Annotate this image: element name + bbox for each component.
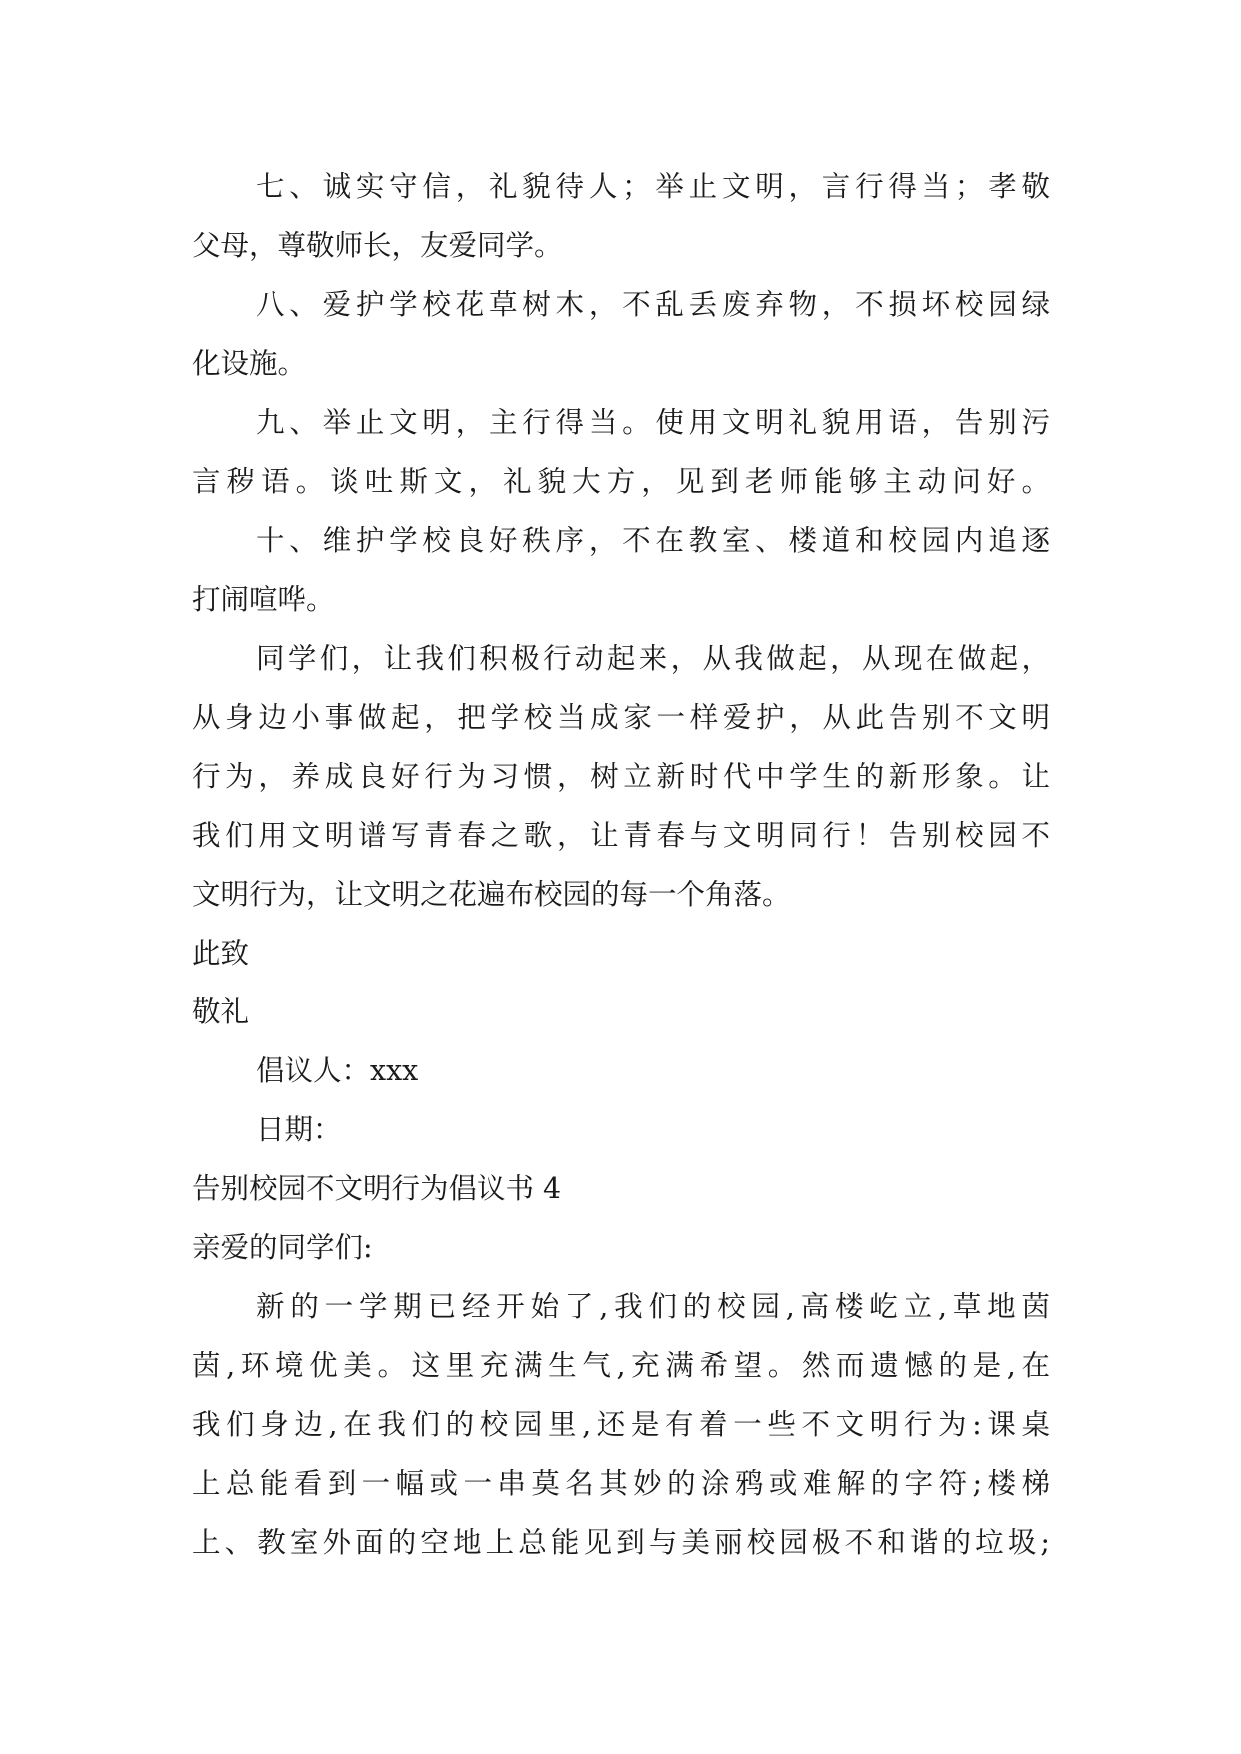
closing-salutation: 敬礼 bbox=[192, 995, 250, 1028]
greeting: 亲爱的同学们: bbox=[192, 1231, 373, 1264]
paragraph-line: 八、爱护学校花草树木，不乱丢废弃物，不损坏校园绿 bbox=[256, 288, 1050, 321]
paragraph-line: 九、举止文明，主行得当。使用文明礼貌用语，告别污 bbox=[256, 406, 1050, 439]
paragraph-line: 新的一学期已经开始了,我们的校园,高楼屹立,草地茵 bbox=[256, 1290, 1050, 1323]
paragraph-line: 我们身边,在我们的校园里,还是有着一些不文明行为:课桌 bbox=[192, 1408, 1050, 1441]
paragraph-line: 同学们，让我们积极行动起来，从我做起，从现在做起， bbox=[256, 642, 1050, 675]
closing-line: 此致 bbox=[192, 937, 250, 970]
paragraph-line: 我们用文明谱写青春之歌，让青春与文明同行！告别校园不 bbox=[192, 819, 1050, 852]
paragraph-line: 茵,环境优美。这里充满生气,充满希望。然而遗憾的是,在 bbox=[192, 1349, 1050, 1382]
signature-date: 日期： bbox=[256, 1113, 342, 1146]
section-title: 告别校园不文明行为倡议书 4 bbox=[192, 1172, 562, 1205]
paragraph-line: 行为，养成良好行为习惯，树立新时代中学生的新形象。让 bbox=[192, 760, 1050, 793]
paragraph-line: 打闹喧哗。 bbox=[192, 583, 335, 616]
paragraph-line: 上、教室外面的空地上总能见到与美丽校园极不和谐的垃圾; bbox=[192, 1526, 1050, 1559]
paragraph-line: 父母，尊敬师长，友爱同学。 bbox=[192, 229, 563, 262]
paragraph-line: 言秽语。谈吐斯文，礼貌大方，见到老师能够主动问好。 bbox=[192, 465, 1050, 498]
signature-initiator: 倡议人：xxx bbox=[256, 1054, 419, 1087]
paragraph-line: 十、维护学校良好秩序，不在教室、楼道和校园内追逐 bbox=[256, 524, 1050, 557]
paragraph-line: 上总能看到一幅或一串莫名其妙的涂鸦或难解的字符;楼梯 bbox=[192, 1467, 1050, 1500]
paragraph-line: 从身边小事做起，把学校当成家一样爱护，从此告别不文明 bbox=[192, 701, 1050, 734]
paragraph-line: 七、诚实守信，礼貌待人；举止文明，言行得当；孝敬 bbox=[256, 170, 1050, 203]
paragraph-line: 化设施。 bbox=[192, 347, 307, 380]
paragraph-line: 文明行为，让文明之花遍布校园的每一个角落。 bbox=[192, 878, 791, 911]
